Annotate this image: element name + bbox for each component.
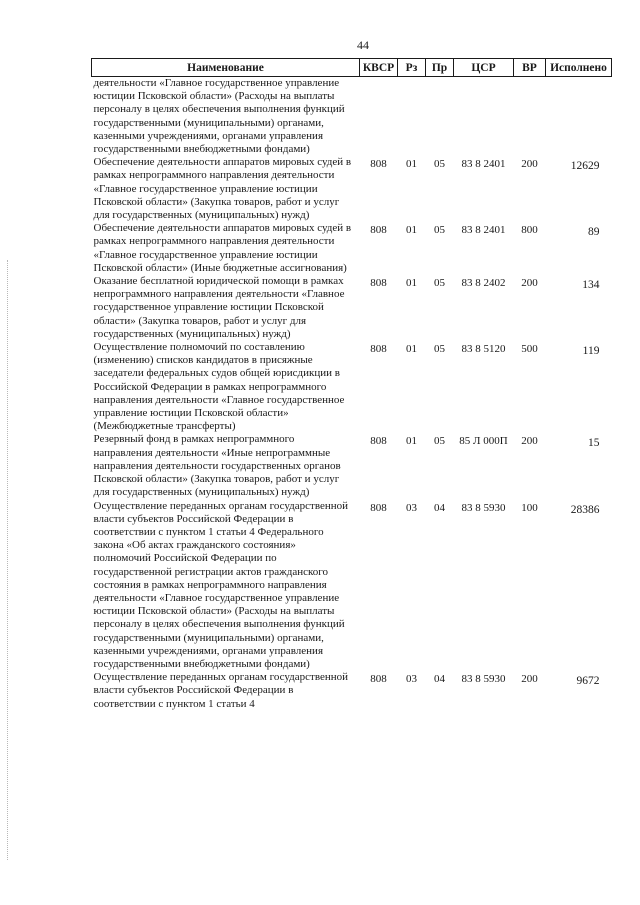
row-kvsr: 808 xyxy=(370,501,387,514)
row-name: Обеспечение деятельности аппаратов мировых судей в рамках непрограммного направления деятельности «Главное государственное управление юстиции Псковской области» (Иные бюджетные ассигнования) xyxy=(93,222,352,274)
row-csr: 83 8 5930 xyxy=(461,673,506,686)
row-csr: 83 8 5930 xyxy=(461,501,506,514)
row-rz: 01 xyxy=(406,435,417,448)
row-name: Осуществление переданных органам государственной власти субъектов Российской Федерации в соответствии с пунктом 1 статьи 4 xyxy=(93,671,348,710)
row-rz: 03 xyxy=(406,501,417,514)
row-amount xyxy=(546,77,612,157)
table-row xyxy=(92,341,612,433)
row-csr: 85 Л 000П xyxy=(459,435,508,448)
row-kvsr: 808 xyxy=(370,224,387,237)
row-amount: 28386 xyxy=(570,503,600,516)
row-amount: 9672 xyxy=(576,675,600,688)
column-header-amount: Исполнено xyxy=(546,59,612,77)
column-header-csr: ЦСР xyxy=(454,59,514,77)
column-header-name: Наименование xyxy=(92,59,360,77)
row-rz: 03 xyxy=(406,673,417,686)
row-kvsr: 808 xyxy=(370,158,387,171)
row-kvsr: 808 xyxy=(370,277,387,290)
budget-execution-table xyxy=(91,58,612,711)
row-name: Оказание бесплатной юридической помощи в рамках непрограммного направления деятельности «Главное государственное управление юстиции Псковской области» (Закупка товаров, работ и услуг для государственных (муниципальных) нужд) xyxy=(93,275,345,340)
column-header-pr: Пр xyxy=(426,59,454,77)
row-rz: 01 xyxy=(406,343,417,356)
row-name: Резервный фонд в рамках непрограммного направления деятельности «Иные непрограммные направления деятельности государственных органов Псковской области» (Закупка товаров, работ и услуг для государственных (муниципальных) нужд) xyxy=(93,433,341,499)
row-amount: 134 xyxy=(582,279,600,292)
table-header xyxy=(92,59,612,77)
table-row xyxy=(92,156,612,222)
row-vr: 200 xyxy=(521,435,538,448)
row-vr: 500 xyxy=(521,343,538,356)
row-vr: 100 xyxy=(521,501,538,514)
budget-table-container xyxy=(91,58,611,711)
row-amount: 119 xyxy=(582,345,600,358)
row-vr: 800 xyxy=(521,224,538,237)
table-row xyxy=(92,500,612,672)
row-csr: 83 8 5120 xyxy=(461,343,506,356)
row-pr xyxy=(426,77,454,157)
row-csr: 83 8 2401 xyxy=(461,158,506,171)
row-rz: 01 xyxy=(406,158,417,171)
column-header-vr: ВР xyxy=(514,59,546,77)
table-row xyxy=(92,275,612,341)
column-header-rz: Рз xyxy=(398,59,426,77)
row-pr: 05 xyxy=(434,435,445,448)
row-amount: 89 xyxy=(588,226,600,239)
row-name: Осуществление полномочий по составлению (изменению) списков кандидатов в присяжные заседатели федеральных судов общей юрисдикции в Российской Федерации в рамках непрограммного направления деятельности «Главное государственное управление юстиции Псковской области» (Межбюджетные трансферты) xyxy=(93,341,345,433)
table-body xyxy=(92,77,612,711)
table-row xyxy=(92,433,612,499)
row-name: Осуществление переданных органам государственной власти субъектов Российской Федерации в соответствии с пунктом 1 статьи 4 Федерального закона «Об актах гражданского состояния» полномочий Российской Федерации по государственной регистрации актов гражданского состояния в рамках непрограммного направления деятельности «Главное государственное управление юстиции Псковской области» (Расходы на выплаты персоналу в целях обеспечения выполнения функций государственными (муниципальными) органами, казенными учреждениями, органами управления государственными внебюджетными фондами) xyxy=(93,499,348,670)
row-pr: 04 xyxy=(434,673,445,686)
row-vr: 200 xyxy=(521,158,538,171)
row-kvsr: 808 xyxy=(370,343,387,356)
table-row xyxy=(92,77,612,157)
row-pr: 05 xyxy=(434,224,445,237)
row-kvsr: 808 xyxy=(370,435,387,448)
row-pr: 05 xyxy=(434,277,445,290)
row-rz: 01 xyxy=(406,277,417,290)
row-vr: 200 xyxy=(521,673,538,686)
row-rz: 01 xyxy=(406,224,417,237)
row-pr: 05 xyxy=(434,158,445,171)
row-amount: 15 xyxy=(588,437,600,450)
row-csr: 83 8 2401 xyxy=(461,224,506,237)
table-row xyxy=(92,671,612,711)
row-name: Обеспечение деятельности аппаратов мировых судей в рамках непрограммного направления деятельности «Главное государственное управление юстиции Псковской области» (Закупка товаров, работ и услуг для государственных (муниципальных) нужд) xyxy=(93,156,352,222)
header-row xyxy=(92,59,612,77)
row-amount: 12629 xyxy=(570,160,600,173)
row-vr xyxy=(514,77,546,157)
row-kvsr: 808 xyxy=(370,673,387,686)
row-csr xyxy=(454,77,514,157)
row-vr: 200 xyxy=(521,277,538,290)
row-name: деятельности «Главное государственное управление юстиции Псковской области» (Расходы на выплаты персоналу в целях обеспечения выполнения функций государственными (муниципальными) органами, казенными учреждениями, органами управления государственными внебюджетными фондами) xyxy=(93,77,345,156)
column-header-kvsr: КВСР xyxy=(360,59,398,77)
row-pr: 04 xyxy=(434,501,445,514)
table-row xyxy=(92,222,612,275)
row-csr: 83 8 2402 xyxy=(461,277,506,290)
row-rz xyxy=(398,77,426,157)
row-kvsr xyxy=(360,77,398,157)
row-pr: 05 xyxy=(434,343,445,356)
page-number: 44 xyxy=(357,38,369,52)
scan-edge-mark xyxy=(7,260,9,860)
